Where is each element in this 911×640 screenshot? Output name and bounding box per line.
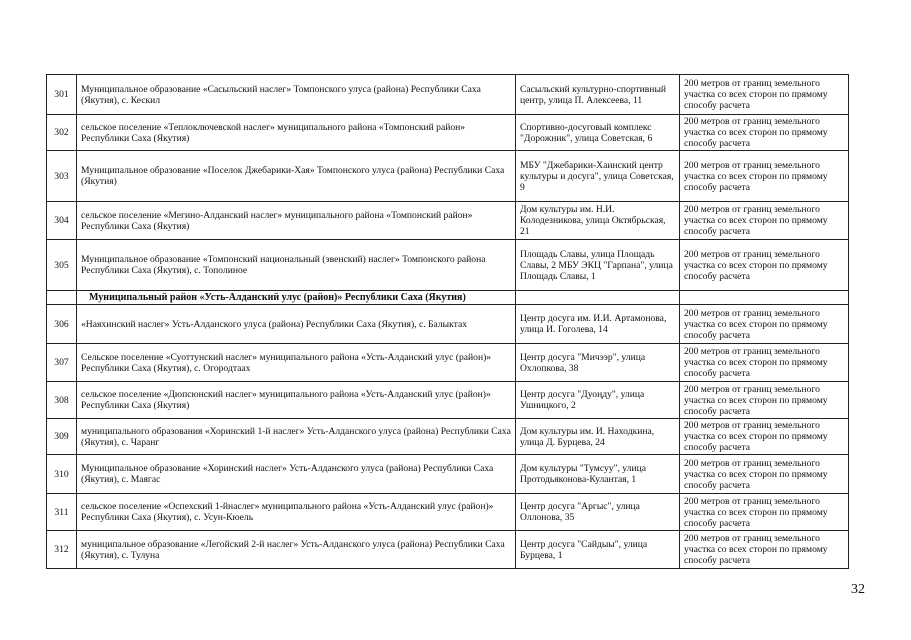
municipality-cell: Сельское поселение «Суоттунский наслег» муниципального района «Усть-Алданский улус (район)» Республики Саха (Якутия), с. Огородтаах <box>77 344 516 382</box>
row-number: 312 <box>47 531 77 569</box>
table-row <box>47 531 849 569</box>
distance-cell <box>680 291 849 305</box>
municipality-cell: сельское поселение «Мегино-Алданский наслег» муниципального района «Томпонский район» Республики Саха (Якутия) <box>77 202 516 240</box>
distance-cell: 200 метров от границ земельного участка со всех сторон по прямому способу расчета <box>680 151 849 202</box>
table-row <box>47 202 849 240</box>
municipality-cell: Муниципальное образование «Поселок Джебарики-Хая» Томпонского улуса (района) Республики Саха (Якутия) <box>77 151 516 202</box>
municipality-cell: сельское поселение «Дюпсюнский наслег» муниципального района «Усть-Алданский улус (район)» Республики Саха (Якутия) <box>77 382 516 419</box>
municipality-cell: муниципального образования «Хоринский 1-й наслег» Усть-Алданского улуса (района) Республики Саха (Якутия), с. Чаранг <box>77 419 516 455</box>
site-cell: Центр досуга "Дуоңду", улица Ушницкого, 2 <box>516 382 680 419</box>
distance-cell: 200 метров от границ земельного участка со всех сторон по прямому способу расчета <box>680 455 849 494</box>
row-number: 305 <box>47 240 77 291</box>
distance-cell: 200 метров от границ земельного участка со всех сторон по прямому способу расчета <box>680 419 849 455</box>
table-row <box>47 75 849 115</box>
site-cell: Дом культуры им. Н.И. Колодезникова, улица Октябрьская, 21 <box>516 202 680 240</box>
polling-sites-table <box>46 74 849 569</box>
section-header-row <box>47 291 849 305</box>
site-cell: Центр досуга им. И.И. Артамонова, улица И. Гоголева, 14 <box>516 305 680 344</box>
site-cell: Сасыльский культурно-спортивный центр, улица П. Алексеева, 11 <box>516 75 680 115</box>
site-cell: Дом культуры им. И. Находкина, улица Д. Бурцева, 24 <box>516 419 680 455</box>
municipality-cell: «Наяхинский наслег» Усть-Алданского улуса (района) Республики Саха (Якутия), с. Балыктах <box>77 305 516 344</box>
row-number: 310 <box>47 455 77 494</box>
site-cell: Спортивно-досуговый комплекс "Дорожник", улица Советская, 6 <box>516 115 680 151</box>
site-cell <box>516 291 680 305</box>
distance-cell: 200 метров от границ земельного участка со всех сторон по прямому способу расчета <box>680 382 849 419</box>
site-cell: МБУ "Джебарики-Хаинский центр культуры и досуга", улица Советская, 9 <box>516 151 680 202</box>
distance-cell: 200 метров от границ земельного участка со всех сторон по прямому способу расчета <box>680 75 849 115</box>
municipality-cell: Муниципальное образование «Хоринский наслег» Усть-Алданского улуса (района) Республики Саха (Якутия), с. Маягас <box>77 455 516 494</box>
distance-cell: 200 метров от границ земельного участка со всех сторон по прямому способу расчета <box>680 344 849 382</box>
row-number: 308 <box>47 382 77 419</box>
row-number: 301 <box>47 75 77 115</box>
municipality-cell: Муниципальное образование «Томпонский национальный (эвенский) наслег» Томпонского района Республики Саха (Якутия), с. Тополиное <box>77 240 516 291</box>
distance-cell: 200 метров от границ земельного участка со всех сторон по прямому способу расчета <box>680 305 849 344</box>
municipality-cell: муниципальное образование «Легойский 2-й наслег» Усть-Алданского улуса (района) Республики Саха (Якутия), с. Тулуна <box>77 531 516 569</box>
page-number: 32 <box>851 582 865 597</box>
section-title: Муниципальный район «Усть-Алданский улус (район)» Республики Саха (Якутия) <box>77 291 516 305</box>
row-number: 311 <box>47 494 77 531</box>
distance-cell: 200 метров от границ земельного участка со всех сторон по прямому способу расчета <box>680 202 849 240</box>
distance-cell: 200 метров от границ земельного участка со всех сторон по прямому способу расчета <box>680 531 849 569</box>
site-cell: Дом культуры "Тумсуу", улица Протодьяконова-Кулантая, 1 <box>516 455 680 494</box>
row-number: 307 <box>47 344 77 382</box>
distance-cell: 200 метров от границ земельного участка со всех сторон по прямому способу расчета <box>680 494 849 531</box>
row-number: 303 <box>47 151 77 202</box>
table-row <box>47 344 849 382</box>
distance-cell: 200 метров от границ земельного участка со всех сторон по прямому способу расчета <box>680 115 849 151</box>
row-number: 304 <box>47 202 77 240</box>
table-row <box>47 419 849 455</box>
row-number: 309 <box>47 419 77 455</box>
table-row <box>47 115 849 151</box>
municipality-cell: сельское поселение «Теплоключевской наслег» муниципального района «Томпонский район» Республики Саха (Якутия) <box>77 115 516 151</box>
table-row <box>47 240 849 291</box>
distance-cell: 200 метров от границ земельного участка со всех сторон по прямому способу расчета <box>680 240 849 291</box>
site-cell: Центр досуга "Аргыс", улица Оллонова, 35 <box>516 494 680 531</box>
site-cell: Центр досуга "Мичээр", улица Охлопкова, 38 <box>516 344 680 382</box>
table-row <box>47 305 849 344</box>
row-number <box>47 291 77 305</box>
table-row <box>47 151 849 202</box>
site-cell: Площадь Славы, улица Площадь Славы, 2 МБУ ЭКЦ "Гарпана", улица Площадь Славы, 1 <box>516 240 680 291</box>
municipality-cell: Муниципальное образование «Сасыльский наслег» Томпонского улуса (района) Республики Саха (Якутия), с. Кескил <box>77 75 516 115</box>
municipality-cell: сельское поселение «Оспехский 1-йнаслег» муниципального района «Усть-Алданский улус (район)» Республики Саха (Якутия), с. Усун-Кюель <box>77 494 516 531</box>
row-number: 302 <box>47 115 77 151</box>
site-cell: Центр досуга "Сайдыы", улица Бурцева, 1 <box>516 531 680 569</box>
table-row <box>47 494 849 531</box>
table-row <box>47 382 849 419</box>
row-number: 306 <box>47 305 77 344</box>
table-row <box>47 455 849 494</box>
